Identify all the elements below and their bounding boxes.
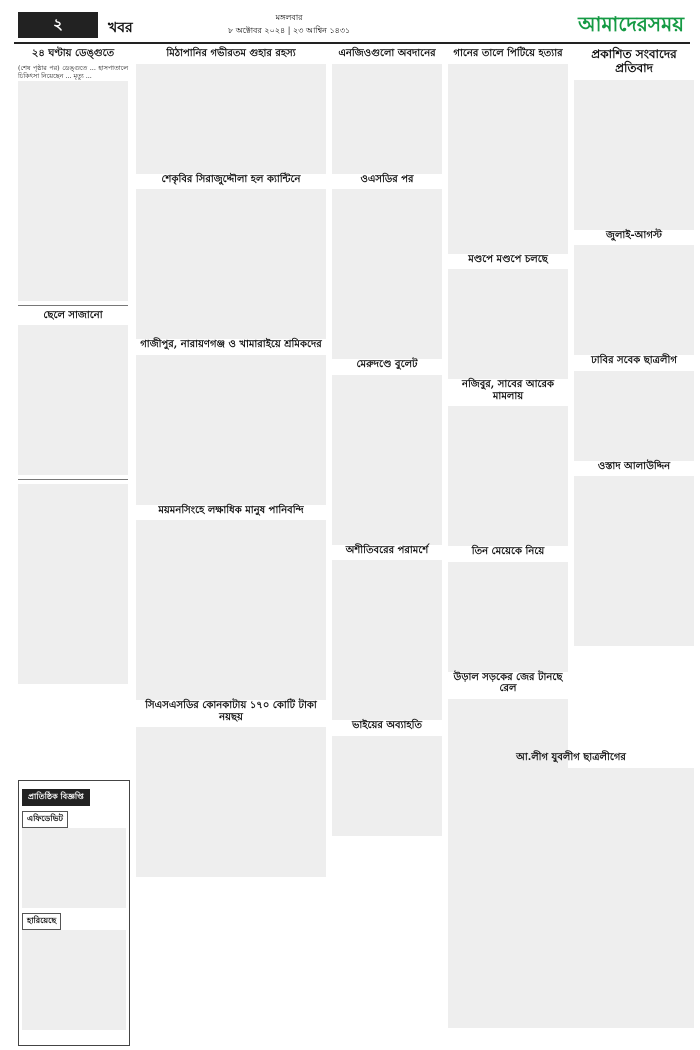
text-block [18, 484, 128, 684]
headline: ওএসডির পর [360, 173, 414, 185]
text-block [448, 768, 694, 1028]
headline: মণ্ডপে মণ্ডপে চলছে [468, 253, 548, 265]
headline: সিএসএসডির কোনকাটায় ১৭০ কোটি টাকা নয়ছয় [145, 700, 317, 723]
text-block [136, 355, 326, 505]
text-block [18, 81, 128, 301]
headline: ২৪ ঘণ্টায় ডেঙ্গুতে [31, 48, 115, 59]
headline: গাজীপুর, নারায়ণগঞ্জ ও খামারাইয়ে শ্রমিকদের [140, 339, 322, 350]
headline: গানের তালে পিটিয়ে হত্যার [453, 48, 563, 59]
headline: জুলাই-আগস্ট [606, 229, 662, 241]
text-block [332, 560, 442, 720]
text-block [574, 80, 694, 230]
bottom-article [448, 752, 694, 1028]
col-4 [448, 48, 568, 839]
text-block [448, 269, 568, 379]
classified-item-2-head: হারিয়েছে [22, 913, 61, 930]
headline: অশীতিবরের পরামর্শে [345, 544, 429, 556]
text-block [448, 562, 568, 672]
text-block [18, 325, 128, 475]
page-header [14, 8, 690, 44]
headline: উড়াল সড়কের জের টানছে রেল [453, 671, 563, 694]
text-block [574, 476, 694, 646]
date-block [228, 12, 350, 38]
page-number: ২ [18, 12, 98, 38]
text-block [136, 520, 326, 700]
headline: এনজিওগুলো অবদানের [338, 48, 436, 59]
classified-box [18, 780, 130, 1046]
brand-logo: আমাদেরসময় [578, 12, 684, 36]
text-block [448, 406, 568, 546]
headline: মেরুদণ্ডে বুলেট [356, 359, 418, 370]
headline: ছেলে সাজানো [43, 309, 103, 321]
headline: ময়মনসিংহে লক্ষাধিক মানুষ পানিবন্দি [158, 504, 304, 516]
col-5 [574, 48, 694, 646]
text-block [332, 64, 442, 174]
headline: প্রকাশিত সংবাদের প্রতিবাদ [591, 47, 677, 75]
col-2 [136, 48, 326, 877]
date-line: ৮ অক্টোবর ২০২৪ | ২৩ আশ্বিন ১৪৩১ [228, 26, 351, 35]
classified-label: প্রাতিষ্ঠিক বিজ্ঞপ্তি [22, 789, 90, 806]
day: মঙ্গলবার [275, 13, 303, 22]
text-block [574, 245, 694, 355]
headline: ওস্তাদ আলাউদ্দিন [597, 460, 671, 472]
text-block [136, 64, 326, 174]
headline: আ.লীগ যুবলীগ ছাত্রলীগের [516, 752, 626, 763]
classified-text [22, 828, 126, 908]
headline: তিন মেয়েকে নিয়ে [471, 546, 545, 557]
classified-text [22, 930, 126, 1030]
text-block [574, 371, 694, 461]
classified-item-1-head: এফিডেভিট [22, 811, 68, 828]
col-3 [332, 48, 442, 836]
headline: ভাইয়ের অব্যাহতি [351, 720, 423, 731]
text-block [136, 189, 326, 339]
text-block [332, 375, 442, 545]
headline: নজিবুর, সাবের আরেক মামলায় [461, 379, 555, 402]
text-block [136, 727, 326, 877]
section-title: খবর [108, 20, 133, 36]
text-block [448, 64, 568, 254]
headline: মিঠাপানির গভীরতম গুহার রহস্য [166, 48, 296, 59]
col-1 [18, 48, 128, 684]
text-block [332, 736, 442, 836]
text-block [332, 189, 442, 359]
headline: ঢাবির সবেক ছাত্রলীগ [591, 355, 677, 367]
headline: শেকৃবির সিরাজুদ্দৌলা হল ক্যান্টিনে [161, 173, 301, 185]
article-body: (শেষ পৃষ্ঠার পর) ডেঙ্গুতে ... হাসপাতালে চিকিৎসা নিয়েছেন ... মৃত্যু ... [18, 63, 128, 81]
